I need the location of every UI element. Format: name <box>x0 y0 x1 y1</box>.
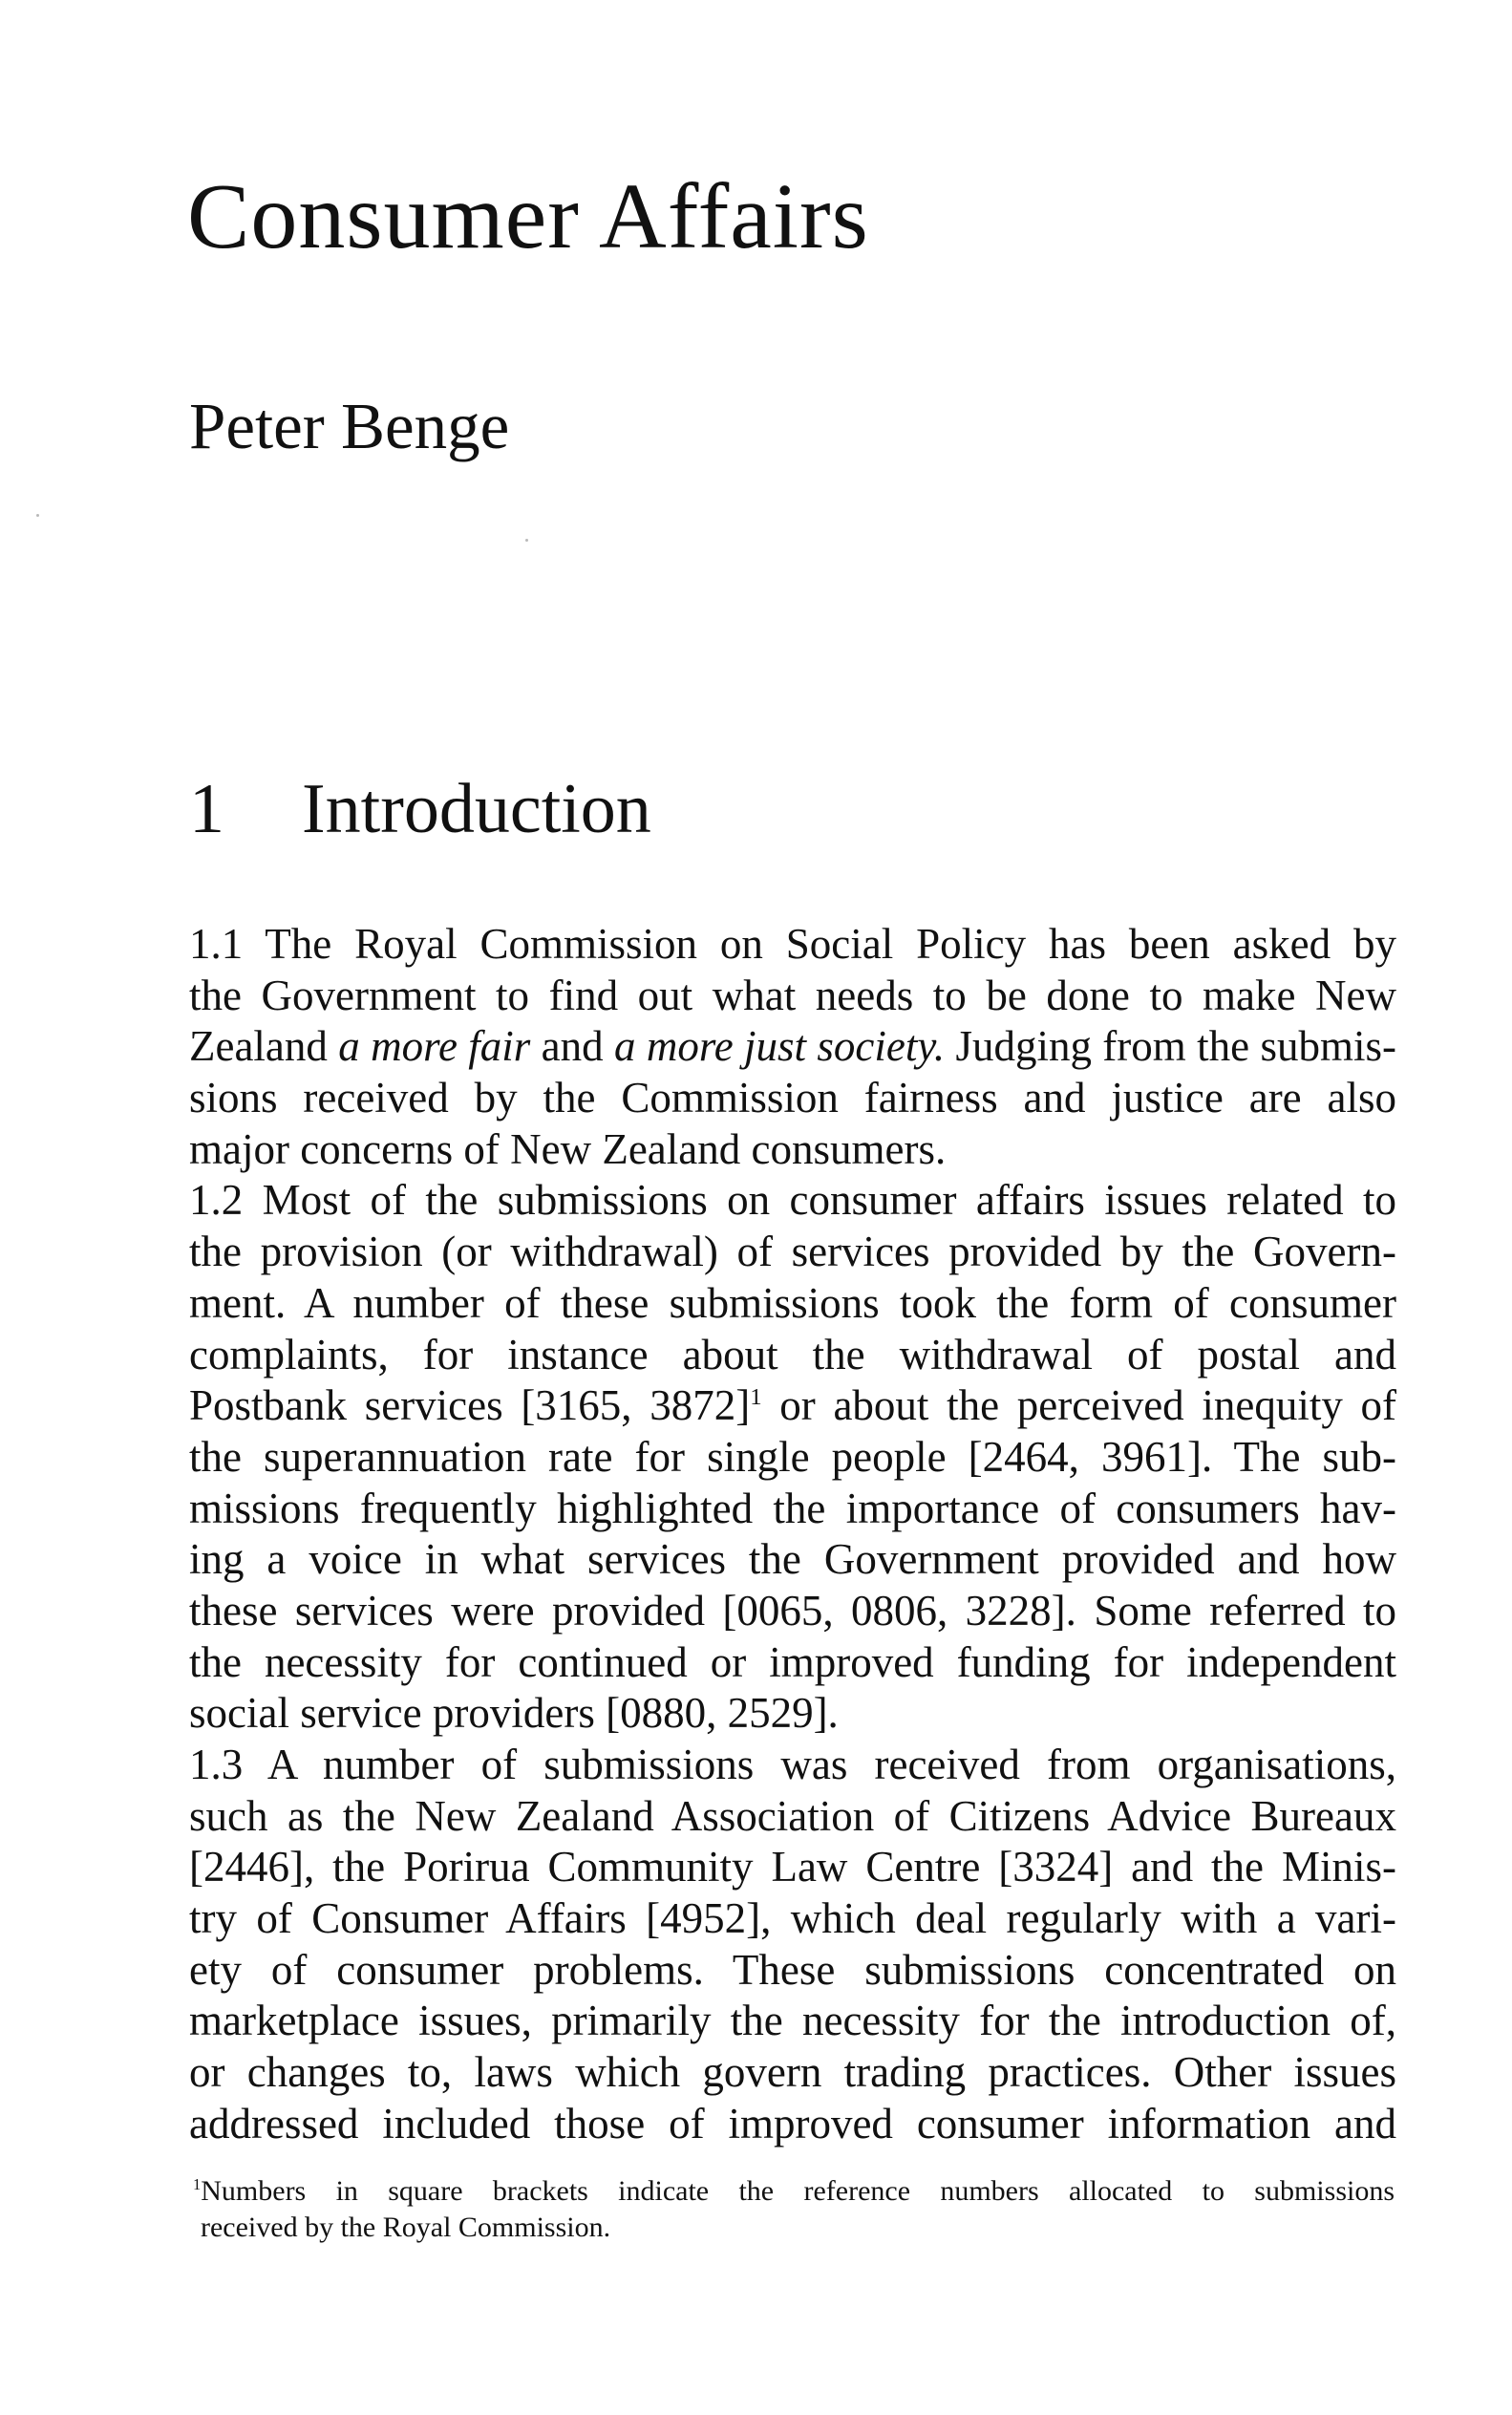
scan-speck <box>525 539 528 542</box>
paragraph-line: such as the New Zealand Association of Citizens Advice Bureaux <box>189 1791 1396 1840</box>
paragraph-line: marketplace issues, primarily the necessity for the introduction of, <box>189 1997 1396 2045</box>
paragraph-line: 1.3 A number of submissions was received from organisations, <box>189 1741 1396 1788</box>
paragraph-line: major concerns of New Zealand consumers. <box>189 1124 947 1173</box>
paragraph-line: [2446], the Porirua Community Law Centre [3324] and the Minis- <box>189 1843 1396 1891</box>
paragraph-line: ment. A number of these submissions took the form of consumer <box>189 1278 1396 1327</box>
paragraph-line: Postbank services [3165, 3872]$^1$ or about the perceived inequity of <box>189 1381 1396 1430</box>
section-heading <box>189 770 651 848</box>
paragraph-line: the superannuation rate for single people [2464, 3961]. The sub- <box>189 1432 1396 1481</box>
paragraph-line: the necessity for continued or improved funding for independent <box>189 1637 1396 1686</box>
paragraph-line: addressed included those of improved consumer information and <box>189 2099 1396 2148</box>
paragraph-line: missions frequently highlighted the importance of consumers hav- <box>189 1484 1396 1532</box>
section-title: Introduction <box>302 770 651 848</box>
section-number: 1 <box>189 770 224 848</box>
footnote <box>193 2173 1395 2246</box>
footnote-marker: 1 <box>193 2175 202 2193</box>
author-name: Peter Benge <box>189 390 510 462</box>
paragraph-line: 1.1 The Royal Commission on Social Policy has been asked by <box>189 920 1396 968</box>
scan-speck <box>36 514 39 517</box>
paragraph-line: or changes to, laws which govern trading practices. Other issues <box>189 2048 1396 2097</box>
emphasis-text: a more fair <box>338 1022 531 1071</box>
paragraph-line: 1.2 Most of the submissions on consumer affairs issues related to <box>189 1176 1396 1225</box>
body-text <box>189 919 1396 2150</box>
paragraph-line: ing a voice in what services the Government provided and how <box>189 1535 1396 1584</box>
emphasis-text: a more just society. <box>614 1022 946 1071</box>
paragraph-line: the provision (or withdrawal) of services provided by the Govern- <box>189 1228 1396 1276</box>
paragraph-line: try of Consumer Affairs [4952], which deal regularly with a vari- <box>189 1894 1396 1943</box>
paragraph-line: social service providers [0880, 2529]. <box>189 1689 839 1738</box>
paragraph-line: complaints, for instance about the withdrawal of postal and <box>189 1330 1396 1378</box>
paragraph-line: ety of consumer problems. These submissions concentrated on <box>189 1945 1396 1994</box>
page-title: Consumer Affairs <box>187 165 869 268</box>
paragraph-line: sions received by the Commission fairness and justice are also <box>189 1074 1396 1122</box>
paragraph-line: Zealand a more fair and a more just society. Judging from the submis- <box>189 1022 1396 1071</box>
footnote-line: $^1$Numbers in square brackets indicate the reference numbers allocated to submissions <box>193 2175 1395 2207</box>
paragraph-line: the Government to find out what needs to be done to make New <box>189 971 1396 1019</box>
paragraph-line: these services were provided [0065, 0806, 3228]. Some referred to <box>189 1586 1396 1635</box>
footnote-line: received by the Royal Commission. <box>201 2212 611 2243</box>
footnote-reference: 1 <box>750 1384 762 1411</box>
